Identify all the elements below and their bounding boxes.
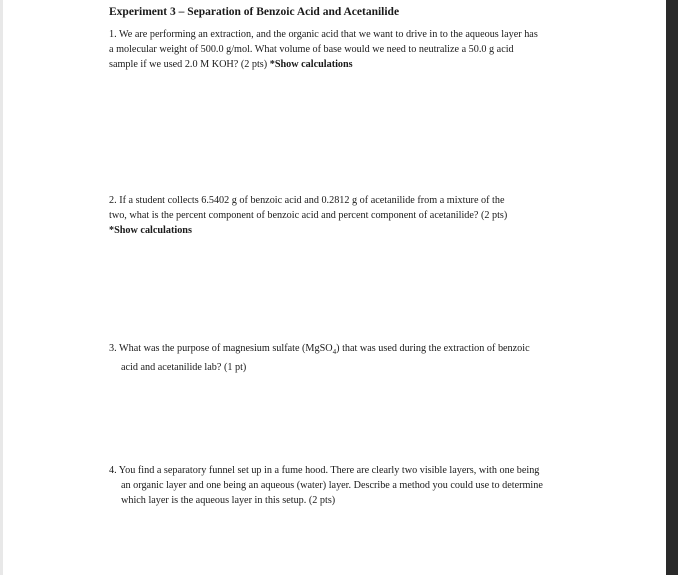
question-3 (109, 341, 530, 375)
right-edge-strip (666, 0, 678, 575)
question-4 (109, 463, 543, 508)
question-2 (109, 193, 507, 238)
question-3-line-1-before: 3. What was the purpose of magnesium sulfate (MgSO (109, 343, 333, 354)
question-2-line-1: 2. If a student collects 6.5402 g of benzoic acid and 0.2812 g of acetanilide from a mixture of the (109, 195, 505, 206)
question-4-line-2: an organic layer and one being an aqueous (water) layer. Describe a method you could use to determine (121, 480, 543, 491)
question-3-subscript: 4 (332, 348, 337, 357)
question-1-show-calculations: *Show calculations (269, 59, 353, 70)
question-1-line-3 (109, 57, 538, 72)
worksheet-page (18, 0, 663, 575)
question-4-line-3: which layer is the aqueous layer in this setup. (2 pts) (121, 495, 336, 506)
question-3-line-1-after: ) that was used during the extraction of benzoic (336, 343, 530, 354)
question-1-line-1: 1. We are performing an extraction, and the organic acid that we want to drive in to the aqueous layer has (109, 29, 538, 40)
question-4-line-1: 4. You find a separatory funnel set up in a fume hood. There are clearly two visible layers, with one being (109, 465, 540, 476)
question-1 (109, 27, 538, 72)
page-title: Experiment 3 – Separation of Benzoic Acid and Acetanilide (109, 6, 400, 18)
question-1-line-2: a molecular weight of 500.0 g/mol. What volume of base would we need to neutralize a 50.0 g acid (109, 44, 514, 55)
question-3-line-1 (109, 341, 530, 360)
question-3-line-2: acid and acetanilide lab? (1 pt) (121, 362, 247, 374)
question-2-line-2: two, what is the percent component of benzoic acid and percent component of acetanilide? (2 pts) (109, 210, 508, 221)
question-1-line-3-text: sample if we used 2.0 M KOH? (2 pts) (109, 59, 270, 70)
question-2-show-calculations: *Show calculations (109, 225, 192, 236)
left-edge-strip (0, 0, 3, 575)
